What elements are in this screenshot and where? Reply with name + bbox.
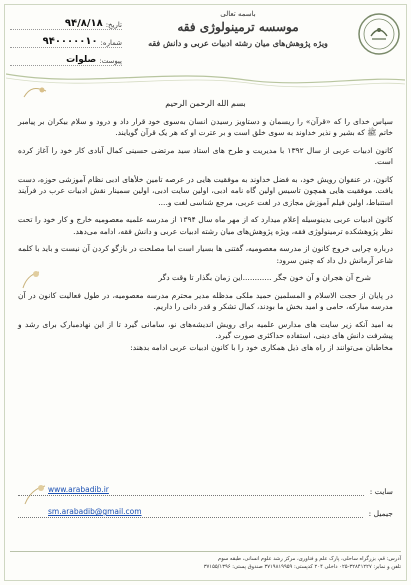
- paragraph-announcement: کانون ادبیات عربی بدینوسیله إعلام میدارد که از مهر ماه سال ۱۳۹۴ از مدرسه علمیه معصومیه خارج و کار خود را تحت نظر پژوهشکده ترمینولوژی فقه، ویژه پژوهش‌های میان رشته ادبیات عربی و دانش فقه، ادامه می‌دهد.: [18, 215, 393, 236]
- site-link[interactable]: www.arabadib.ir: [48, 485, 109, 494]
- email-line: [18, 507, 363, 518]
- attachment-row: [10, 50, 122, 66]
- attachment-label: پیوست:: [99, 57, 122, 65]
- number-row: [10, 32, 122, 48]
- paragraph-founding: کانون ادبیات عربی از سال ۱۳۹۲ با مدیریت و طرح های استاد سید مرتضی حسینی کمال آبادی کار خود را آغاز کرده است.: [18, 145, 393, 166]
- institute-subtitle: ویژه پژوهش‌های میان رشته ادبیات عربی و دانش فقه: [148, 38, 328, 48]
- letter-footer: [10, 551, 401, 577]
- paragraph-thanks: در پایان از حجت الاسلام و المسلمین حمید ملکی مدظله مدیر محترم مدرسه معصومیه، در طول فعالیت کانون در آن مدرسه مبارکه، حامی و امید بخش ما بودند، کمال تشکر و قدر دانی را داریم.: [18, 290, 393, 311]
- footer-phone: تلفن و نمابر: ۳۲۸۴۱۲۲۷-۰۲۵ داخلی ۲۰۴ کدپستی: ۳۷۱۹۸۱۹۹۵۹ صندوق پستی: ۳۷۱۵۵/۱۳۹۶: [203, 564, 401, 570]
- letter-meta: [10, 14, 122, 68]
- letter-body: [18, 98, 393, 359]
- date-row: [10, 14, 122, 30]
- contact-block: [18, 482, 393, 518]
- poem-verse: شرح آن هجران و آن خون جگر ............این زمان بگذار تا وقت دگر: [158, 273, 371, 282]
- email-label: جیمیل :: [368, 509, 393, 518]
- date-value: ۹۴/۸/۱۸: [64, 18, 103, 29]
- footer-address: آدرس: قم، بزرگراه ساحلی، پارک علم و فناوری، مرکز رشد علوم انسانی، طبقه سوم: [218, 556, 401, 562]
- site-label: سایت :: [369, 487, 393, 496]
- email-row: [18, 504, 393, 518]
- header-wave-ornament: [6, 66, 405, 92]
- paragraph-hope: به امید آنکه زیر سایت های مدارس علمیه برای رویش اندیشه‌های نو، سامانی گیرد تا از این نهادمبارک برای رشد و پیشرفت دانش های دینی، استفاده حداکثری صورت گیرد.: [18, 319, 393, 340]
- email-link[interactable]: sm.arabadib@gmail.com: [48, 507, 142, 516]
- date-label: تاریخ:: [105, 21, 122, 29]
- institute-logo-icon: [357, 12, 401, 56]
- site-row: [18, 482, 393, 496]
- letterhead: [6, 6, 405, 86]
- paragraph-achievements: کانون، در عنفوان رویش خود، به فضل خداوند به موفقیت هایی در عرصه تامین خلأهای ادبی نظام آموزشی حوزه، دست یافت. موفقیت هایی همچون تاسیس اولین گاه نامه ادبی، اولین سایت ادبی، اولین سمینار نقش ادبیات عرب در فرآیند استنباط، اولین فیلم آموزش مجازی در لغت عربی، مرجع شناسی لغت و....: [18, 174, 393, 207]
- paragraph-intro: سپاس خدای را که «قرآن» را ریسمان و دستاویز رسیدن انسان به‌سوی خود قرار داد و درود و سلام بیکران بر پیامبر خاتم ﷺ که بشیر و نذیر خداوند به سوی خلق است و بر عترت او که هر یک قرآن گویایند.: [18, 116, 393, 137]
- bismillah: بسم الله الرحمن الرحیم: [165, 99, 246, 108]
- number-label: شماره:: [100, 39, 122, 47]
- institute-block: [123, 10, 353, 48]
- flower-ornament-icon: [22, 85, 48, 99]
- site-line: [18, 485, 364, 496]
- number-value: ۹۴۰۰۰۰۰۱۰: [42, 36, 98, 47]
- institute-name: موسسه ترمینولوژی فقه: [177, 20, 299, 34]
- attachment-value: صلوات: [66, 55, 97, 65]
- paragraph-reason: درباره چرایی خروج کانون از مدرسه معصومیه، گفتنی ها بسیار است اما مصلحت در بازگو کردن آن نیست و باید با کلمه شاعر آرمانش دل داد که چنین سرود:: [18, 244, 393, 265]
- bism-small: باسمه تعالی: [220, 10, 256, 18]
- paragraph-contact-intro: مخاطبان می‌توانند از راه های ذیل همکاری خود را با کانون ادبیات عربی ادامه بدهند:: [130, 342, 393, 352]
